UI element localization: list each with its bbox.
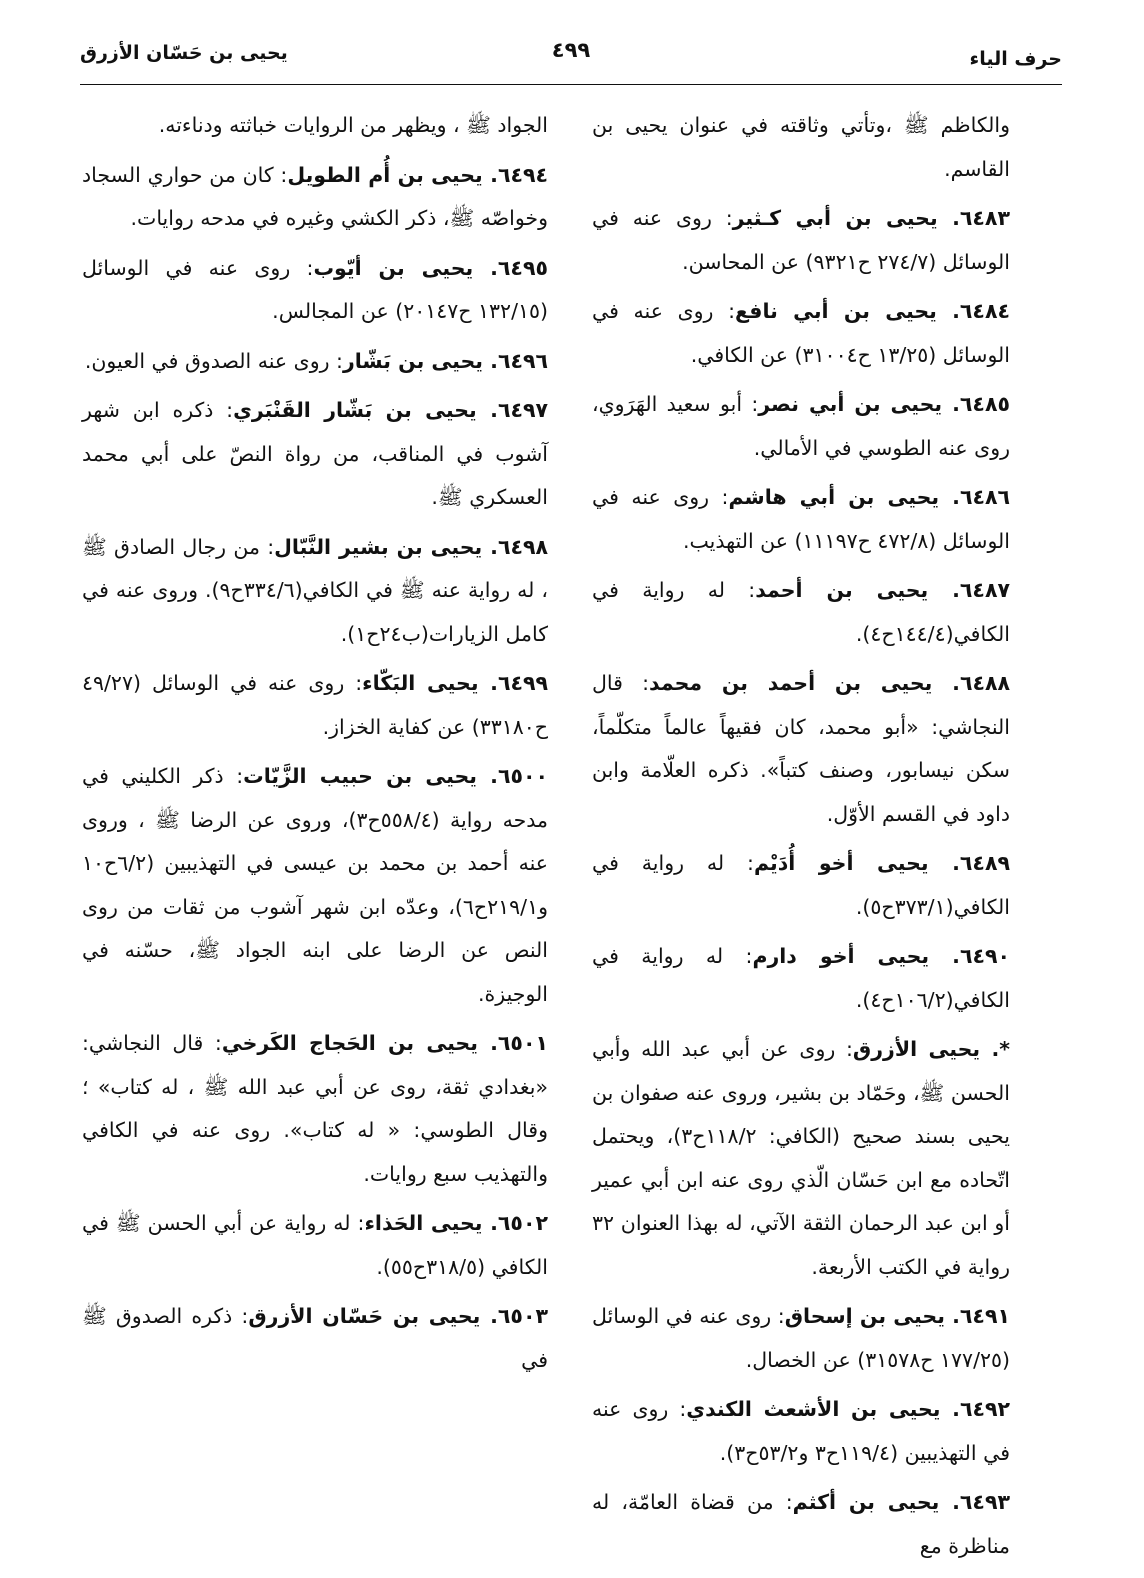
entry-number: ٦٤٨٥.: [942, 392, 1010, 416]
entry-text: : ذكره الصدوق ﷺ في: [82, 1304, 548, 1372]
entry-name: يحيى بن أبي هاشم: [728, 485, 940, 509]
entry-number: ٦٤٩٦.: [483, 348, 548, 373]
entry-text: : روى عنه في الوسائل (١٣/٢٥ ح٣١٠٠٤) عن الكافي.: [592, 299, 1010, 367]
entry: [82, 247, 548, 334]
entry-number: ٦٥٠١.: [477, 1031, 548, 1055]
entry-name: يحيى بن أيّوب: [313, 255, 474, 280]
entry-text: : كان من حواري السجاد وخواصّه ﷺ، ذكر الكشي وغيره في مدحه روايات.: [82, 162, 548, 230]
entry-text: : أبو سعيد الهَرَوي، روى عنه الطوسي في الأمالي.: [592, 392, 1010, 460]
entry-number: ٦٤٩٥.: [473, 255, 548, 280]
entry: [82, 389, 548, 520]
entry-text: : روى عنه في التهذيبين (١١٩/٤ح٣ و٥٣/٢ح٣).: [592, 1397, 1010, 1465]
entry-text: : ذكره ابن شهر آشوب في المناقب، من رواة النصّ على أبي محمد العسكري ﷺ.: [82, 398, 548, 509]
entry-number: ٦٤٩٤.: [482, 162, 548, 187]
entry-name: يحيى الحَذاء: [364, 1211, 483, 1235]
entry-number: ٦٤٨٧.: [928, 578, 1010, 602]
running-title: يحيى بن حَسّان الأزرق: [80, 42, 288, 64]
entry: [592, 383, 1010, 470]
entry-text: : قال النجاشي: «أبو محمد، كان فقيهاً عالماً متكلّماً، سكن نيسابور، وصنف كتباً». ذكره العلّامة وابن داود في القسم الأوّل.: [592, 671, 1010, 826]
entry: [82, 662, 548, 749]
entry-number: ٦٤٩٢.: [940, 1397, 1010, 1421]
entry-name: يحيى بن حبيب الزَّيّات: [243, 764, 477, 788]
entry-number: ٦٤٩٨.: [482, 534, 548, 559]
entry-text: : له رواية في الكافي(١٤٤/٤ح٤).: [592, 578, 1010, 646]
entry-number: ٦٤٨٦.: [939, 485, 1010, 509]
entry: [592, 842, 1010, 929]
entry-name: يحيى بن بَشّار القَنْبَري: [233, 398, 477, 422]
entry: [592, 1028, 1010, 1289]
entry-number: ٦٤٩٩.: [478, 671, 548, 695]
entry-name: يحيى أخو أُدَيْم: [753, 851, 929, 875]
section-title: حرف الياء: [969, 48, 1062, 70]
entry-text: : ذكر الكليني في مدحه رواية (٥٥٨/٤ح٣)، وروى عن الرضا ﷺ ، وروى عنه أحمد بن محمد بن عيسى في التهذيبين (٦/٢ح١٠ و٢١٩/١ح٦)، وعدّه ابن شهر آشوب من ثقات من روى النص عن الرضا على ابنه الجواد ﷺ، حسّنه في الوجيزة.: [82, 764, 548, 1006]
entry: [592, 1295, 1010, 1382]
entry: [82, 104, 548, 148]
entry-name: يحيى البَكّاء: [362, 671, 479, 695]
entry-text: : له رواية عن أبي الحسن ﷺ في الكافي (٣١٨/٥ح٥٥).: [82, 1211, 548, 1279]
entry-name: يحيى بن أبي نافع: [735, 299, 937, 323]
entry-name: يحيى بن أُم الطويل: [287, 162, 483, 187]
entry-text: : روى عن أبي عبد الله وأبي الحسن ﷺ، وحَمّاد بن بشير، وروى عنه صفوان بن يحيى بسند صحيح (الكافي: ١١٨/٢ح٣)، ويحتمل اتّحاده مع ابن حَسّان الّذي روى عنه ابن أبي عمير أو ابن عبد الرحمان الثقة الآتي، له بهذا العنوان ٣٢ رواية في الكتب الأربعة.: [592, 1037, 1010, 1279]
entry-number: ٦٤٩١.: [944, 1304, 1010, 1328]
entry-text: : روى عنه في الوسائل (٤٩/٢٧ ح٣٣١٨٠) عن كفاية الخزاز.: [82, 671, 548, 739]
page-number: ٤٩٩: [551, 38, 591, 62]
entry-number: ٦٤٩٠.: [929, 944, 1010, 968]
entry-name: يحيى أخو دارم: [752, 944, 930, 968]
entry: [82, 340, 548, 384]
entry-name: يحيى بن بَشّار: [342, 348, 483, 373]
entry-name: يحيى بن حَسّان الأزرق: [248, 1304, 481, 1328]
entry-text: : له رواية في الكافي(٣٧٣/١ح٥).: [592, 851, 1010, 919]
entry-number: ٦٤٨٣.: [937, 206, 1010, 230]
entry: [592, 662, 1010, 836]
entry: [592, 476, 1010, 563]
entry-text: : من رجال الصادق ﷺ ، له رواية عنه ﷺ في الكافي(٣٣٤/٦ح٩). وروى عنه في كامل الزيارات(ب٢٤ح١).: [82, 534, 548, 646]
entry: [82, 154, 548, 241]
entry-name: يحيى بن أبي نصر: [758, 392, 943, 416]
entry-name: يحيى بن الأشعث الكندي: [686, 1397, 941, 1421]
page-header: [80, 38, 1062, 78]
entry-number: *.: [980, 1037, 1010, 1061]
right-column: [592, 104, 1010, 1574]
entry: [82, 526, 548, 657]
entry-number: ٦٥٠٠.: [476, 764, 548, 788]
entry-text: : روى عنه الصدوق في العيون.: [84, 348, 343, 373]
entry-number: ٦٤٩٣.: [939, 1490, 1010, 1514]
entry-number: ٦٥٠٢.: [482, 1211, 548, 1235]
entry-number: ٦٤٨٨.: [932, 671, 1010, 695]
entry-number: ٦٤٨٩.: [928, 851, 1010, 875]
entry-name: يحيى الأزرق: [852, 1037, 981, 1061]
entry-text: : روى عنه في الوسائل (١٣٢/١٥ ح٢٠١٤٧) عن المجالس.: [82, 255, 548, 323]
entry: [82, 1202, 548, 1289]
entry: [592, 104, 1010, 191]
header-rule: [80, 84, 1062, 85]
entry-name: يحيى بن أبي كـثير: [732, 206, 938, 230]
entry: [82, 755, 548, 1016]
entry-text: : له رواية في الكافي(١٠٦/٢ح٤).: [592, 944, 1010, 1012]
entry-name: يحيى بن بشير النَّبّال: [274, 534, 483, 559]
entry: [592, 290, 1010, 377]
entry-text: والكاظم ﷺ ،وتأتي وثاقته في عنوان يحيى بن القاسم.: [592, 113, 1010, 181]
entry-text: : روى عنه في الوسائل (٢٧٤/٧ ح٩٣٢١) عن المحاسن.: [592, 206, 1010, 274]
entry-text: : روى عنه في الوسائل (٤٧٢/٨ ح١١١٩٧) عن التهذيب.: [592, 485, 1010, 553]
entry-number: ٦٥٠٣.: [480, 1304, 548, 1328]
entry-text: : قال النجاشي: «بغدادي ثقة، روى عن أبي عبد الله ﷺ ، له كتاب» ؛وقال الطوسي: « له كتاب». روى عنه في الكافي والتهذيب سبع روايات.: [82, 1031, 548, 1186]
entry-name: يحيى بن أكثم: [792, 1490, 940, 1514]
entry-name: يحيى بن أحمد: [755, 578, 929, 602]
entry: [82, 1022, 548, 1196]
entry: [82, 1295, 548, 1382]
entry-text: الجواد ﷺ ، ويظهر من الروايات خباثته ودناءته.: [158, 113, 548, 137]
entry: [592, 935, 1010, 1022]
entry: [592, 1481, 1010, 1568]
entry-number: ٦٤٩٧.: [476, 398, 548, 422]
entry-text: : من قضاة العامّة، له مناظرة مع: [592, 1490, 1010, 1558]
entry-name: يحيى بن الحَجاج الكَرخي: [221, 1031, 478, 1055]
left-column: [82, 104, 548, 1388]
entry-name: يحيى بن أحمد بن محمد: [649, 671, 933, 695]
entry: [592, 1388, 1010, 1475]
entry-text: : روى عنه في الوسائل (١٧٧/٢٥ ح٣١٥٧٨) عن الخصال.: [592, 1304, 1010, 1372]
entry: [592, 569, 1010, 656]
entry-number: ٦٤٨٤.: [936, 299, 1010, 323]
entry: [592, 197, 1010, 284]
entry-name: يحيى بن إسحاق: [784, 1304, 945, 1328]
